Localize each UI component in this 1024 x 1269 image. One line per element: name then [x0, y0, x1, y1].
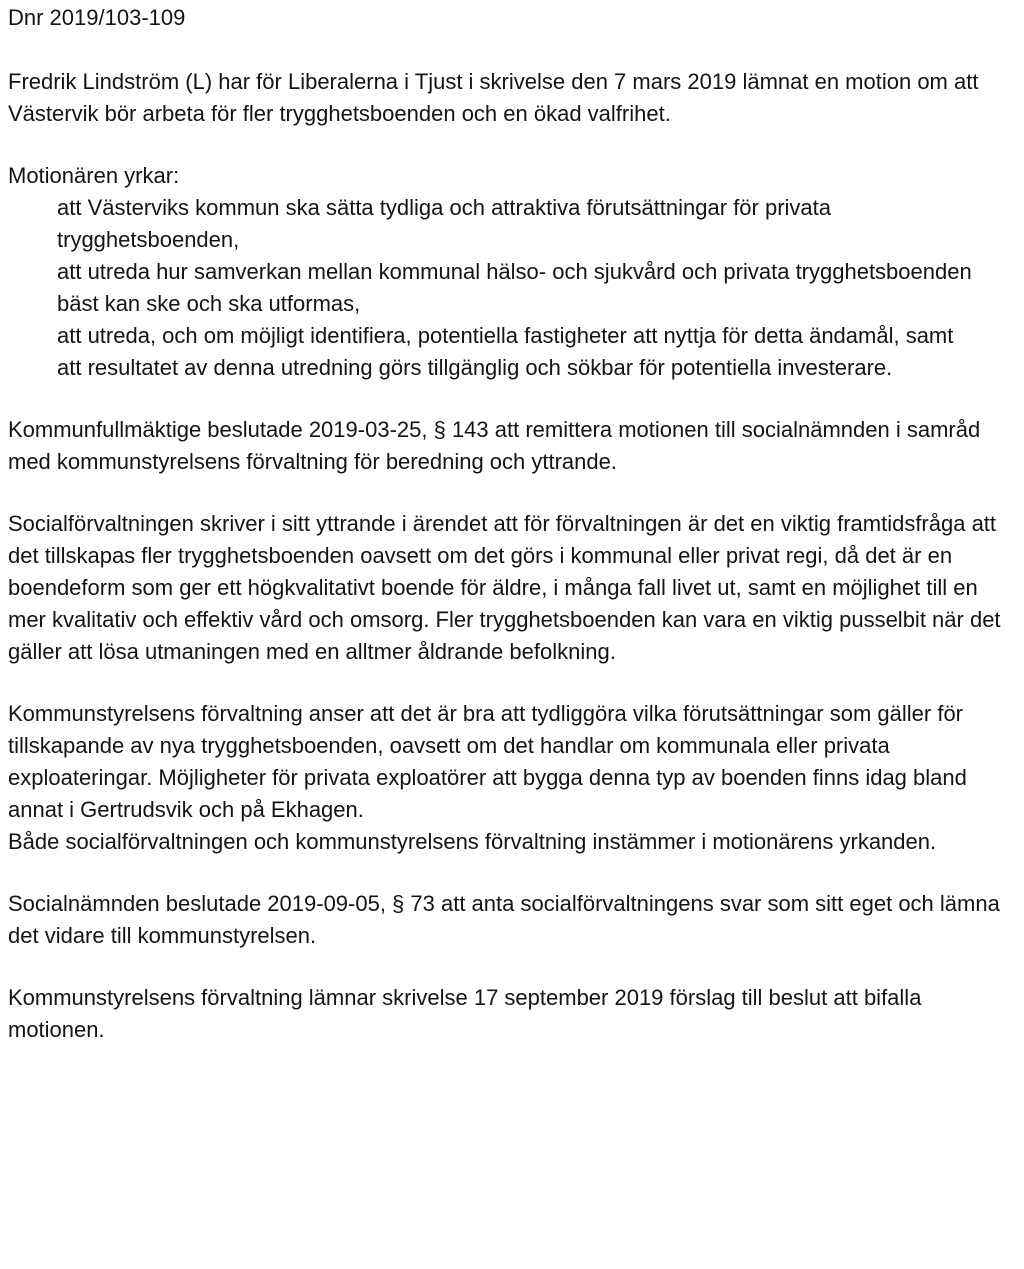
intro-paragraph: Fredrik Lindström (L) har för Liberalerna i Tjust i skrivelse den 7 mars 2019 lämnat en motion om att Västervik bör arbeta för fler trygghetsboenden och en ökad valfrihet. — [8, 69, 979, 126]
document-page — [8, 0, 1016, 1046]
claims-list — [8, 192, 1016, 384]
claim-item: att resultatet av denna utredning görs tillgänglig och sökbar för potentiella investerare. — [57, 355, 893, 380]
social-admin-statement-paragraph: Socialförvaltningen skriver i sitt yttrande i ärendet att för förvaltningen är det en viktig framtidsfråga att det tillskapas fler trygghetsboenden oavsett om det görs i kommunal eller privat regi, då det är en boendeform som ger ett högkvalitativt boende för äldre, i många fall livet ut, samt en möjlighet till en mer kvalitativ och effektiv vård och omsorg. Fler trygghetsboenden kan vara en viktig pusselbit när det gäller att lösa utmaningen med en alltmer åldrande befolkning. — [8, 511, 1001, 664]
claim-item: att utreda, och om möjligt identifiera, potentiella fastigheter att nyttja för detta ändamål, samt — [57, 323, 954, 348]
board-admin-section — [8, 698, 1016, 858]
claim-item: att utreda hur samverkan mellan kommunal hälso- och sjukvård och privata trygghetsboenden bäst kan ske och ska utformas, — [57, 259, 972, 316]
council-decision-paragraph: Kommunfullmäktige beslutade 2019-03-25, § 143 att remittera motionen till socialnämnden i samråd med kommunstyrelsens förvaltning för beredning och yttrande. — [8, 417, 981, 474]
board-admin-agreement-paragraph: Både socialförvaltningen och kommunstyrelsens förvaltning instämmer i motionärens yrkanden. — [8, 829, 937, 854]
board-admin-view-paragraph: Kommunstyrelsens förvaltning anser att det är bra att tydliggöra vilka förutsättningar som gäller för tillskapande av nya trygghetsboenden, oavsett om det handlar om kommunala eller privata exploateringar. Möjligheter för privata exploatörer att bygga denna typ av boenden finns idag bland annat i Gertrudsvik och på Ekhagen. — [8, 701, 967, 822]
claims-heading: Motionären yrkar: — [8, 163, 180, 188]
claims-section — [8, 160, 1016, 384]
social-committee-decision-paragraph: Socialnämnden beslutade 2019-09-05, § 73 att anta socialförvaltningens svar som sitt eget och lämna det vidare till kommunstyrelsen. — [8, 891, 1000, 948]
reference-number: Dnr 2019/103-109 — [8, 5, 186, 30]
proposal-paragraph: Kommunstyrelsens förvaltning lämnar skrivelse 17 september 2019 förslag till beslut att bifalla motionen. — [8, 985, 922, 1042]
claim-item: att Västerviks kommun ska sätta tydliga och attraktiva förutsättningar för privata trygghetsboenden, — [57, 195, 832, 252]
